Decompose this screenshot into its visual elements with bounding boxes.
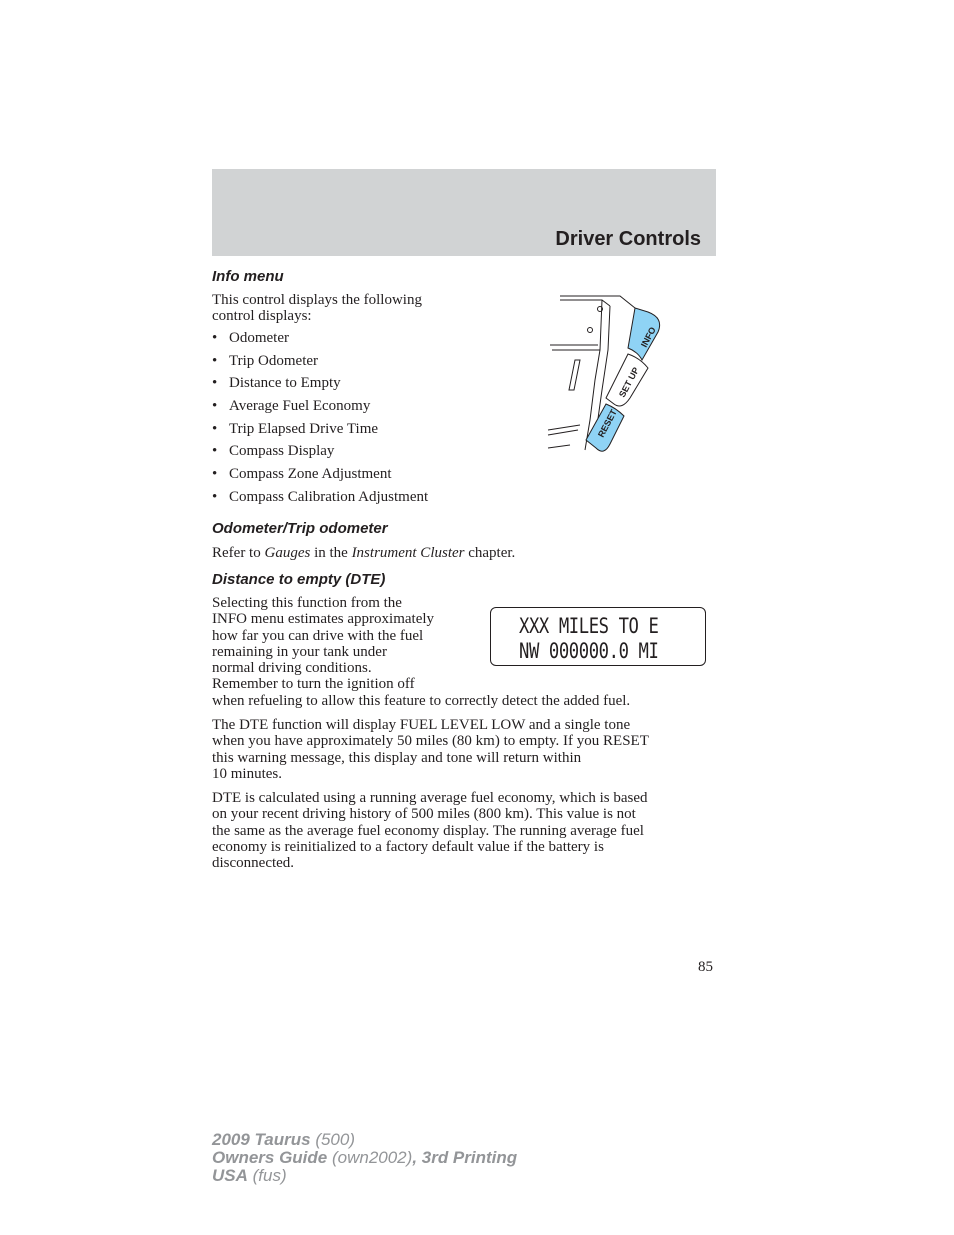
list-item-label: Distance to Empty: [229, 375, 341, 392]
bullet-icon: •: [212, 443, 218, 460]
intro-line: This control displays the following: [212, 292, 422, 308]
paragraph-line: DTE is calculated using a running average fuel economy, which is based: [212, 790, 648, 806]
dte-paragraph-2: [212, 717, 649, 782]
footer-line-1: [212, 1131, 517, 1149]
control-buttons-illustration: [540, 290, 670, 460]
bullet-icon: •: [212, 488, 218, 505]
paragraph-line: Selecting this function from the: [212, 595, 402, 611]
footer-guide-code: (own2002): [327, 1148, 413, 1167]
bullet-icon: •: [212, 398, 218, 415]
paragraph-line: 10 minutes.: [212, 765, 282, 782]
list-item: [212, 375, 428, 398]
list-item-label: Compass Calibration Adjustment: [229, 488, 429, 505]
odometer-heading: Odometer/Trip odometer: [212, 520, 388, 537]
paragraph-line: normal driving conditions.: [212, 660, 372, 677]
paragraph-line: The DTE function will display FUEL LEVEL LOW and a single tone: [212, 717, 631, 733]
gauges-reference: Gauges: [264, 545, 311, 561]
paragraph-line: this warning message, this display and tone will return within: [212, 749, 582, 766]
list-item-label: Odometer: [229, 330, 289, 346]
paragraph-line: disconnected.: [212, 855, 295, 872]
paragraph-line: INFO menu estimates approximately: [212, 611, 435, 628]
info-menu-heading: Info menu: [212, 268, 284, 285]
setup-button-label: SET UP: [616, 365, 642, 399]
list-item: [212, 353, 428, 376]
info-menu-list: [212, 330, 428, 512]
paragraph-line: Remember to turn the ignition off: [212, 676, 415, 693]
paragraph-line: remaining in your tank under: [212, 643, 387, 660]
list-item: [212, 466, 428, 489]
reset-button-label: RESET: [595, 407, 619, 439]
paragraph-line: economy is reinitialized to a factory default value if the battery is: [212, 838, 604, 855]
list-item: [212, 398, 428, 421]
bullet-icon: •: [212, 375, 218, 392]
footer-guide: Owners Guide: [212, 1148, 328, 1167]
bullet-icon: •: [212, 420, 218, 437]
instrument-cluster-reference: Instrument Cluster: [351, 545, 465, 561]
paragraph-line: when refueling to allow this feature to correctly detect the added fuel.: [212, 692, 631, 709]
list-item-label: Trip Elapsed Drive Time: [229, 420, 379, 437]
list-item-label: Trip Odometer: [229, 352, 319, 369]
document-footer: [212, 1131, 517, 1185]
paragraph-line: on your recent driving history of 500 miles (800 km). This value is not: [212, 806, 636, 823]
intro-line: control displays:: [212, 308, 312, 325]
footer-model: 2009 Taurus: [212, 1130, 311, 1149]
bullet-icon: •: [212, 466, 218, 483]
bullet-icon: •: [212, 330, 218, 346]
footer-line-2: [212, 1149, 517, 1167]
paragraph-line: when you have approximately 50 miles (80 km) to empty. If you RESET: [212, 733, 649, 750]
section-header-band: [212, 169, 716, 256]
list-item: [212, 489, 428, 512]
list-item: [212, 421, 428, 444]
display-line-2: NW 000000.0 MI: [519, 639, 659, 663]
text-segment: chapter.: [464, 545, 516, 561]
footer-line-3: [212, 1167, 517, 1185]
list-item: [212, 330, 428, 353]
section-title: Driver Controls: [555, 228, 701, 250]
dte-message-display: [490, 607, 706, 666]
footer-model-code: (500): [310, 1130, 356, 1149]
paragraph-line: the same as the average fuel economy display. The running average fuel: [212, 822, 644, 839]
footer-market-code: (fus): [247, 1166, 287, 1185]
display-line-1: XXX MILES TO E: [519, 614, 659, 638]
dte-heading: Distance to empty (DTE): [212, 571, 386, 588]
odometer-text: [212, 545, 515, 561]
text-segment: in the: [310, 545, 352, 561]
text-segment: Refer to: [212, 545, 265, 561]
info-menu-intro: [212, 292, 422, 325]
paragraph-line: how far you can drive with the fuel: [212, 627, 424, 644]
footer-printing: , 3rd Printing: [412, 1148, 518, 1167]
bullet-icon: •: [212, 352, 218, 369]
list-item: [212, 443, 428, 466]
dte-paragraph-3: [212, 790, 648, 871]
info-button-label: INFO: [638, 325, 658, 349]
list-item-label: Compass Zone Adjustment: [229, 466, 392, 483]
page-number: 85: [698, 959, 713, 975]
footer-market: USA: [212, 1166, 248, 1185]
list-item-label: Average Fuel Economy: [229, 398, 371, 415]
list-item-label: Compass Display: [229, 443, 335, 460]
